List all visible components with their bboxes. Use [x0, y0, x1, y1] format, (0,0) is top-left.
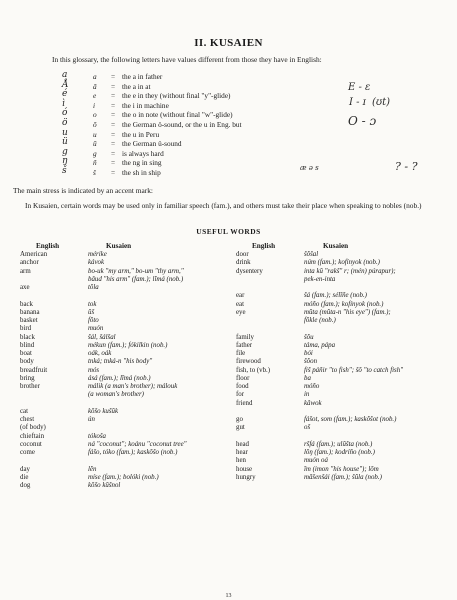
- handwritten-letter: u: [62, 127, 68, 138]
- letter-symbol: ŏ: [93, 119, 97, 129]
- letter-description: the a in at: [122, 81, 151, 91]
- letter-key-row: [62, 79, 362, 92]
- kusaien-word: lŏŋ (fam.); kodríño (nob.): [304, 449, 375, 456]
- kusaien-word: muón: [88, 325, 104, 333]
- kusaien-word: šál, šálšal: [88, 333, 116, 341]
- letter-symbol: i: [93, 100, 96, 110]
- letter-symbol: o: [93, 110, 97, 120]
- equals-sign: =: [111, 167, 116, 177]
- kusaien-word: móño: [304, 383, 320, 390]
- kusaien-word: fŏkle (nob.): [304, 317, 336, 324]
- kusaien-word: oš: [304, 424, 311, 432]
- english-word: house: [236, 465, 253, 473]
- english-word: file: [236, 350, 246, 357]
- english-word: bird: [20, 325, 32, 333]
- english-word: chest: [20, 416, 35, 423]
- kusaien-word: fŏto: [88, 317, 99, 324]
- letter-symbol: g: [93, 148, 97, 158]
- english-word: anchor: [20, 259, 39, 267]
- kusaien-word: šŏšal: [304, 251, 319, 258]
- english-word: black: [20, 333, 35, 341]
- kusaien-word: kŏšo kušŭk: [88, 407, 119, 415]
- kusaien-word: ĭm (imon "his house"); lŏm: [304, 465, 379, 473]
- kusaien-word: táma, pápa: [304, 341, 336, 349]
- english-word: axe: [20, 284, 30, 291]
- english-word: fish, to (vb.): [236, 366, 271, 374]
- useful-words-title: USEFUL WORDS: [196, 227, 261, 236]
- english-word: breadfruit: [20, 366, 48, 374]
- kusaien-word: mékun (fam.); fókilkin (nob.): [88, 341, 168, 349]
- kusaien-word: fášo, tóko (fam.); kaskŏšo (nob.): [88, 449, 178, 456]
- kusaien-word: bâud "his arm" (fam.); lĭmá (nob.): [88, 275, 184, 283]
- letter-symbol: ū: [93, 139, 97, 149]
- kusaien-word: móño (fam.); kofínyok (nob.): [304, 300, 384, 308]
- handwritten-note: ? - ?: [395, 160, 418, 173]
- handwritten-letter: ó: [62, 108, 68, 119]
- english-word: (of body): [20, 424, 46, 432]
- equals-sign: =: [111, 158, 116, 168]
- equals-sign: =: [111, 129, 116, 139]
- equals-sign: =: [111, 148, 116, 158]
- left-english-header: English: [36, 242, 60, 250]
- kusaien-word: kâwok: [304, 399, 322, 407]
- english-word: coconut: [20, 440, 42, 448]
- english-word: bring: [20, 374, 35, 382]
- english-word: day: [20, 465, 30, 473]
- handwritten-note: (ʊt): [372, 97, 391, 108]
- letter-key-row: [62, 91, 362, 101]
- letter-symbol: š: [93, 167, 96, 177]
- equals-sign: =: [111, 100, 116, 110]
- section-title: II. KUSAIEN: [194, 37, 263, 49]
- letter-description: the e in they (without final "y"-glide): [122, 91, 231, 101]
- kusaien-word: lĕn: [88, 465, 97, 473]
- kusaien-word: míse (fam.); bolóki (nob.): [88, 473, 159, 481]
- handwritten-letter: g: [62, 146, 68, 157]
- kusaien-word: šŏu: [304, 333, 314, 341]
- letter-symbol: ā: [93, 81, 97, 91]
- kusaien-word: mŭta (mŭta-n "his eye") (fam.);: [304, 308, 391, 316]
- handwritten-note: E - ɛ: [348, 82, 371, 93]
- handwritten-letter: Å: [62, 79, 69, 90]
- english-word: brother: [20, 383, 40, 390]
- kusaien-word: oák, oák: [88, 350, 112, 357]
- familiar-paragraph: In Kusaien, certain words may be used only in familiar speech (fam.), and others must take their place when speaking to nobles (nob.): [25, 201, 422, 210]
- right-english-header: English: [252, 242, 276, 250]
- english-word: die: [20, 473, 29, 481]
- english-word: eat: [236, 300, 245, 308]
- letter-description: is always hard: [122, 148, 164, 158]
- letter-key-list: [62, 72, 362, 178]
- kusaien-word: ŭš: [88, 308, 95, 316]
- letter-symbol: u: [93, 129, 97, 139]
- letter-key-row: [62, 146, 362, 159]
- english-word: head: [236, 440, 250, 448]
- kusaien-word: tŏla: [88, 284, 99, 291]
- kusaien-word: málik (a man's brother); málouk: [88, 383, 178, 390]
- stress-note: The main stress is indicated by an accent mark:: [13, 186, 153, 195]
- kusaien-word: mérike: [88, 251, 107, 258]
- kusaien-word: fiš páñir "to fish"; šŏ "to catch fish": [304, 366, 404, 374]
- kusaien-word: inta kŭ "rakš" r; (mén) púrapur);: [304, 267, 396, 275]
- english-word: ear: [236, 292, 245, 300]
- left-kusaien-header: Kusaien: [106, 242, 132, 250]
- equals-sign: =: [111, 72, 116, 81]
- equals-sign: =: [111, 139, 116, 149]
- handwritten-letter: ŋ: [62, 156, 68, 167]
- english-word: go: [236, 416, 243, 423]
- equals-sign: =: [111, 81, 116, 91]
- letter-description: the ng in sing: [122, 158, 162, 168]
- kusaien-word: pek-en-inta: [304, 275, 336, 283]
- english-word: eye: [236, 308, 246, 316]
- letter-key-row: [62, 139, 362, 149]
- kusaien-word: ún: [88, 416, 95, 423]
- english-word: for: [236, 391, 245, 399]
- kusaien-word: ásá (fam.); lĭmá (nob.): [88, 374, 151, 382]
- letter-description: the i in machine: [122, 100, 169, 110]
- letter-description: the sh in ship: [122, 167, 161, 177]
- english-word: hear: [236, 449, 248, 456]
- kusaien-word: šŏon: [304, 358, 318, 366]
- letter-key-row: [62, 117, 362, 130]
- english-word: hen: [236, 457, 246, 465]
- kusaien-word: fášot, som (fam.); kaskŏšot (nob.): [304, 416, 397, 423]
- kusaien-word: māšenšái (fam.); šŭla (nob.): [304, 473, 382, 481]
- equals-sign: =: [111, 119, 116, 129]
- letter-symbol: e: [93, 91, 97, 101]
- kusaien-word: tókoša: [88, 432, 106, 440]
- kusaien-word: (a woman's brother): [88, 391, 144, 399]
- english-word: blind: [20, 341, 35, 349]
- english-word: gut: [236, 424, 245, 432]
- right-kusaien-header: Kusaien: [323, 242, 349, 250]
- letter-symbol: a: [93, 72, 97, 81]
- english-word: floor: [236, 374, 250, 382]
- kusaien-word: bói: [304, 350, 313, 357]
- handwritten-letter: ì: [62, 98, 65, 109]
- english-word: banana: [20, 308, 40, 316]
- english-word: come: [20, 449, 35, 456]
- english-word: hungry: [236, 473, 256, 481]
- kusaien-word: mós: [88, 366, 100, 374]
- kusaien-word: ršfá (fam.); ulŭšta (nob.): [304, 440, 373, 448]
- intro-paragraph: In this glossary, the following letters have values different from those they have in English:: [52, 55, 322, 64]
- kusaien-word: ná "coconut"; koánu "coconut tree": [88, 440, 187, 448]
- kusaien-word: in: [304, 391, 310, 399]
- kusaien-word: tok: [88, 300, 97, 308]
- handwritten-note: I - ɪ: [349, 97, 366, 108]
- english-word: back: [20, 300, 34, 308]
- kusaien-word: ba: [304, 374, 311, 382]
- handwritten-letter: ü: [62, 137, 68, 148]
- handwritten-note: æ ə s: [300, 164, 319, 172]
- kusaien-word: tnká; tnká-n "his body": [88, 358, 153, 366]
- english-word: chieftain: [20, 432, 45, 440]
- english-word: American: [20, 251, 48, 258]
- english-word: dysentery: [236, 267, 263, 275]
- english-word: cat: [20, 407, 29, 415]
- english-word: door: [236, 251, 249, 258]
- english-word: basket: [20, 317, 38, 324]
- equals-sign: =: [111, 110, 116, 120]
- english-word: drink: [236, 259, 251, 267]
- page-number: 13: [225, 593, 232, 599]
- letter-description: the o in note (without final "w"-glide): [122, 110, 233, 120]
- kusaien-word: kávok: [88, 259, 105, 267]
- kusaien-word: kŏšo kŭšnol: [88, 482, 121, 489]
- handwritten-letter: a: [62, 70, 68, 80]
- english-word: food: [236, 383, 249, 390]
- kusaien-word: muón oá: [304, 457, 328, 465]
- handwritten-note: O - ɔ: [348, 114, 377, 128]
- kusaien-word: núm (fam.); kofínyok (nob.): [304, 259, 380, 267]
- english-word: boat: [20, 350, 32, 357]
- english-word: friend: [236, 399, 253, 407]
- letter-key-row: [62, 127, 362, 140]
- kusaien-word: bo-uk "my arm," bo-um "thy arm,": [88, 267, 184, 275]
- english-word: firewood: [236, 358, 261, 366]
- english-word: family: [236, 333, 254, 341]
- handwritten-letter: ö: [62, 117, 68, 128]
- letter-key-row: [62, 110, 362, 120]
- kusaien-word: šá (fam.); sélĭñe (nob.): [304, 292, 367, 300]
- letter-description: the German ö-sound, or the u in Eng. but: [122, 119, 242, 129]
- letter-description: the German ü-sound: [122, 139, 182, 149]
- letter-description: the u in Peru: [122, 129, 160, 139]
- english-word: father: [236, 341, 253, 349]
- letter-description: the a in father: [122, 72, 163, 81]
- letter-key-row: [62, 72, 362, 82]
- english-word: arm: [20, 267, 31, 275]
- handwritten-letter: é: [62, 89, 68, 100]
- handwritten-letter: š: [62, 165, 67, 176]
- english-word: dog: [20, 482, 31, 489]
- letter-symbol: ñ: [93, 158, 97, 168]
- equals-sign: =: [111, 91, 116, 101]
- english-word: body: [20, 358, 34, 366]
